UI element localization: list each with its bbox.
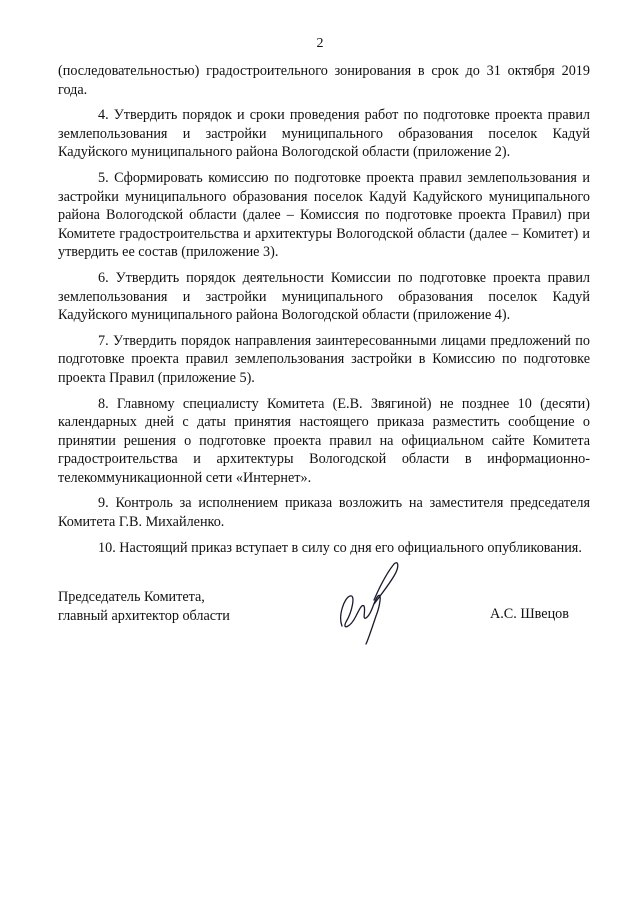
paragraph-item-7: 7. Утвердить порядок направления заинтересованными лицами предложений по подготовке проекта правил землепользования застройки в Комиссию по подготовке проекта Правил (приложение 5). [58,332,590,386]
signatory-title-line1: Председатель Комитета, [58,589,205,605]
paragraph-item-8: 8. Главному специалисту Комитета (Е.В. Звягиной) не позднее 10 (десяти) календарных дней с даты принятия настоящего приказа разместить сообщение о принятии решения о подготовке проекта правил на официальном сайте Комитета градостроительства и архитектуры Вологодской области в информационно-телекоммуникационной сети «Интернет». [58,395,590,486]
handwritten-signature [328,556,408,646]
signatory-title [58,588,230,626]
paragraph-item-10: 10. Настоящий приказ вступает в силу со дня его официального опубликования. [98,539,582,556]
paragraph-item-9: 9. Контроль за исполнением приказа возложить на заместителя председателя Комитета Г.В. Михайленко. [58,495,590,531]
paragraph-continuation: (последовательностью) градостроительного зонирования в срок до 31 октября 2019 года. [58,63,590,98]
signatory-title-line2: главный архитектор области [58,608,230,624]
paragraph-item-6: 6. Утвердить порядок деятельности Комиссии по подготовке проекта правил землепользования и застройки муниципального образования поселок Кадуй Кадуйского муниципального района Вологодской области (приложение 4). [58,269,590,324]
paragraph-item-5: 5. Сформировать комиссию по подготовке проекта правил землепользования и застройки муниципального образования поселок Кадуй Кадуйского муниципального района Вологодской области (далее – Комиссия по подготовке проекта Правил) при Комитете градостроительства и архитектуры Вологодской области (далее – Комитет) и утвердить ее состав (приложение 3). [58,169,590,261]
signatory-name: А.С. Швецов [490,606,569,622]
page-number: 2 [316,36,324,51]
paragraph-item-4: 4. Утвердить порядок и сроки проведения работ по подготовке проекта правил землепользования и застройки муниципального образования поселок Кадуй Кадуйского муниципального района Вологодской области (приложение 2). [58,107,590,161]
document-body [58,62,590,564]
